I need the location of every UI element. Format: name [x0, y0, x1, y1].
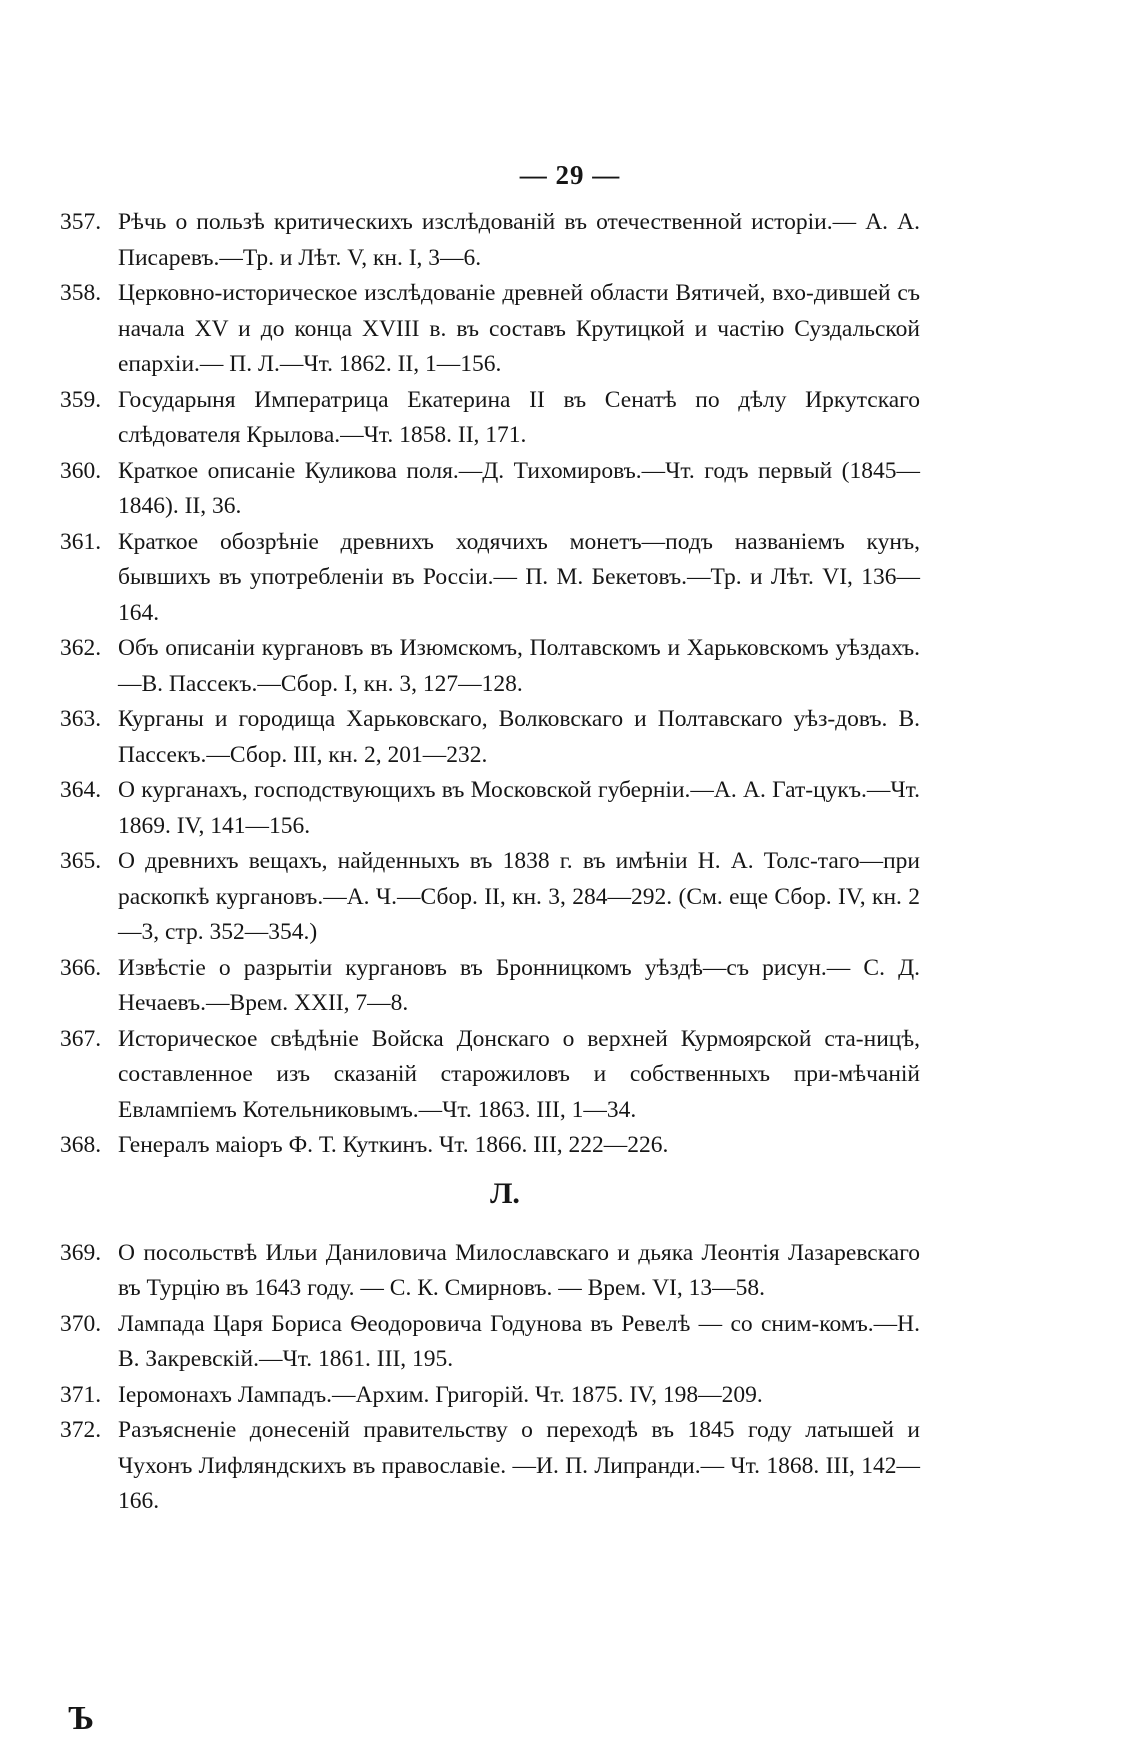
entry-text: О посольствѣ Ильи Даниловича Милославскаго и дьяка Леонтія Лазаревскаго въ Турцію въ 1643 году. — С. К. Смирновъ. — Врем. VI, 13—58. [118, 1239, 920, 1301]
entry-number: 360. [60, 457, 102, 484]
entry-number: 363. [60, 706, 102, 732]
entry-text: Объ описаніи кургановъ въ Изюмскомъ, Полтавскомъ и Харьковскомъ уѣздахъ.—В. Пассекъ.—Сбор. I, кн. 3, 127—128. [118, 635, 920, 697]
list-item-365 [60, 844, 920, 951]
entry-number: 359. [60, 386, 102, 413]
entry-text: Разъясненіе донесеній правительству о переходѣ въ 1845 году латышей и Чухонъ Лифляндскихъ въ православіе. —И. П. Липранди.— Чт. 1868. III, 142—166. [118, 1417, 920, 1514]
entry-text: Историческое свѣдѣніе Войска Донскаго о верхней Курмоярской ста-ницѣ, составленное изъ сказаній старожиловъ и собственныхъ при-мѣчаній Евлампіемъ Котельниковымъ.—Чт. 1863. III, 1—34. [118, 1025, 920, 1123]
entry-number: 371. [60, 1381, 102, 1408]
entry-number: 361. [60, 528, 102, 555]
entry-text: Краткое обозрѣніе древнихъ ходячихъ монетъ—подъ названіемъ кунъ, бывшихъ въ употребленіи въ Россіи.— П. М. Бекетовъ.—Тр. и Лѣт. VI, 136—164. [118, 528, 920, 626]
entry-number: 367. [60, 1025, 102, 1052]
entry-number: 358. [60, 280, 102, 306]
entry-text: О курганахъ, господствующихъ въ Московской губерніи.—А. А. Гат-цукъ.—Чт. 1869. IV, 141—156. [118, 777, 920, 839]
entry-text: Курганы и городища Харьковскаго, Волковскаго и Полтавскаго уѣз-довъ. В. Пассекъ.—Сбор. III, кн. 2, 201—232. [118, 706, 920, 768]
list-item-366 [60, 951, 920, 1022]
entry-text: Лампада Царя Бориса Ѳеодоровича Годунова въ Ревелѣ — со сним-комъ.—Н. В. Закревскій.—Чт. 1861. III, 195. [118, 1310, 920, 1372]
page-number: — 29 — [519, 160, 621, 190]
list-item-372 [60, 1413, 920, 1520]
list-item-364 [60, 773, 920, 844]
entry-number: 362. [60, 635, 102, 661]
entry-text: Генералъ маіоръ Ф. Т. Куткинъ. Чт. 1866. III, 222—226. [118, 1132, 669, 1158]
list-item-363 [60, 702, 920, 773]
entry-number: 369. [60, 1239, 102, 1266]
entry-number: 372. [60, 1417, 102, 1443]
list-item-361 [60, 525, 920, 632]
list-item-359 [60, 383, 920, 454]
entry-number: 357. [60, 209, 102, 235]
list-item-367 [60, 1022, 920, 1129]
entry-number: 366. [60, 954, 102, 981]
list-item-357 [60, 205, 920, 276]
entry-text: Рѣчь о пользѣ критическихъ изслѣдованій въ отечественной исторіи.— А. А. Писаревъ.—Тр. и Лѣт. V, кн. I, 3—6. [118, 209, 920, 271]
list-item-370 [60, 1307, 920, 1378]
list-item-362 [60, 631, 920, 702]
list-item-368 [60, 1128, 920, 1164]
list-item-369 [60, 1236, 920, 1307]
entry-number: 368. [60, 1132, 102, 1158]
entry-text: Извѣстіе о разрытіи кургановъ въ Бронницкомъ уѣздѣ—съ рисун.— С. Д. Нечаевъ.—Врем. XXII, 7—8. [118, 954, 920, 1016]
list-item-358 [60, 276, 920, 383]
entry-text: О древнихъ вещахъ, найденныхъ въ 1838 г. въ имѣніи Н. А. Толс-таго—при раскопкѣ кургановъ.—А. Ч.—Сбор. II, кн. 3, 284—292. (См. еще Сбор. IV, кн. 2—3, стр. 352—354.) [118, 848, 920, 945]
entry-number: 370. [60, 1310, 102, 1337]
entry-text: Іеромонахъ Лампадъ.—Архим. Григорій. Чт. 1875. IV, 198—209. [118, 1381, 763, 1408]
entry-number: 365. [60, 848, 102, 874]
section-letter-heading: Л. [490, 1176, 520, 1210]
list-item-360 [60, 454, 920, 525]
entry-text: Государыня Императрица Екатерина II въ Сенатѣ по дѣлу Иркутскаго слѣдователя Крылова.—Чт. 1858. II, 171. [118, 386, 920, 448]
corner-mark: Ъ [68, 1700, 95, 1737]
bibliography-list [60, 205, 920, 1520]
list-item-371 [60, 1378, 920, 1414]
entry-text: Церковно-историческое изслѣдованіе древней области Вятичей, вхо-дившей съ начала XV и до конца XVIII в. въ составъ Крутицкой и частію Суздальской епархіи.— П. Л.—Чт. 1862. II, 1—156. [118, 280, 920, 377]
entry-number: 364. [60, 777, 102, 803]
entry-text: Краткое описаніе Куликова поля.—Д. Тихомировъ.—Чт. годъ первый (1845—1846). II, 36. [118, 457, 920, 519]
